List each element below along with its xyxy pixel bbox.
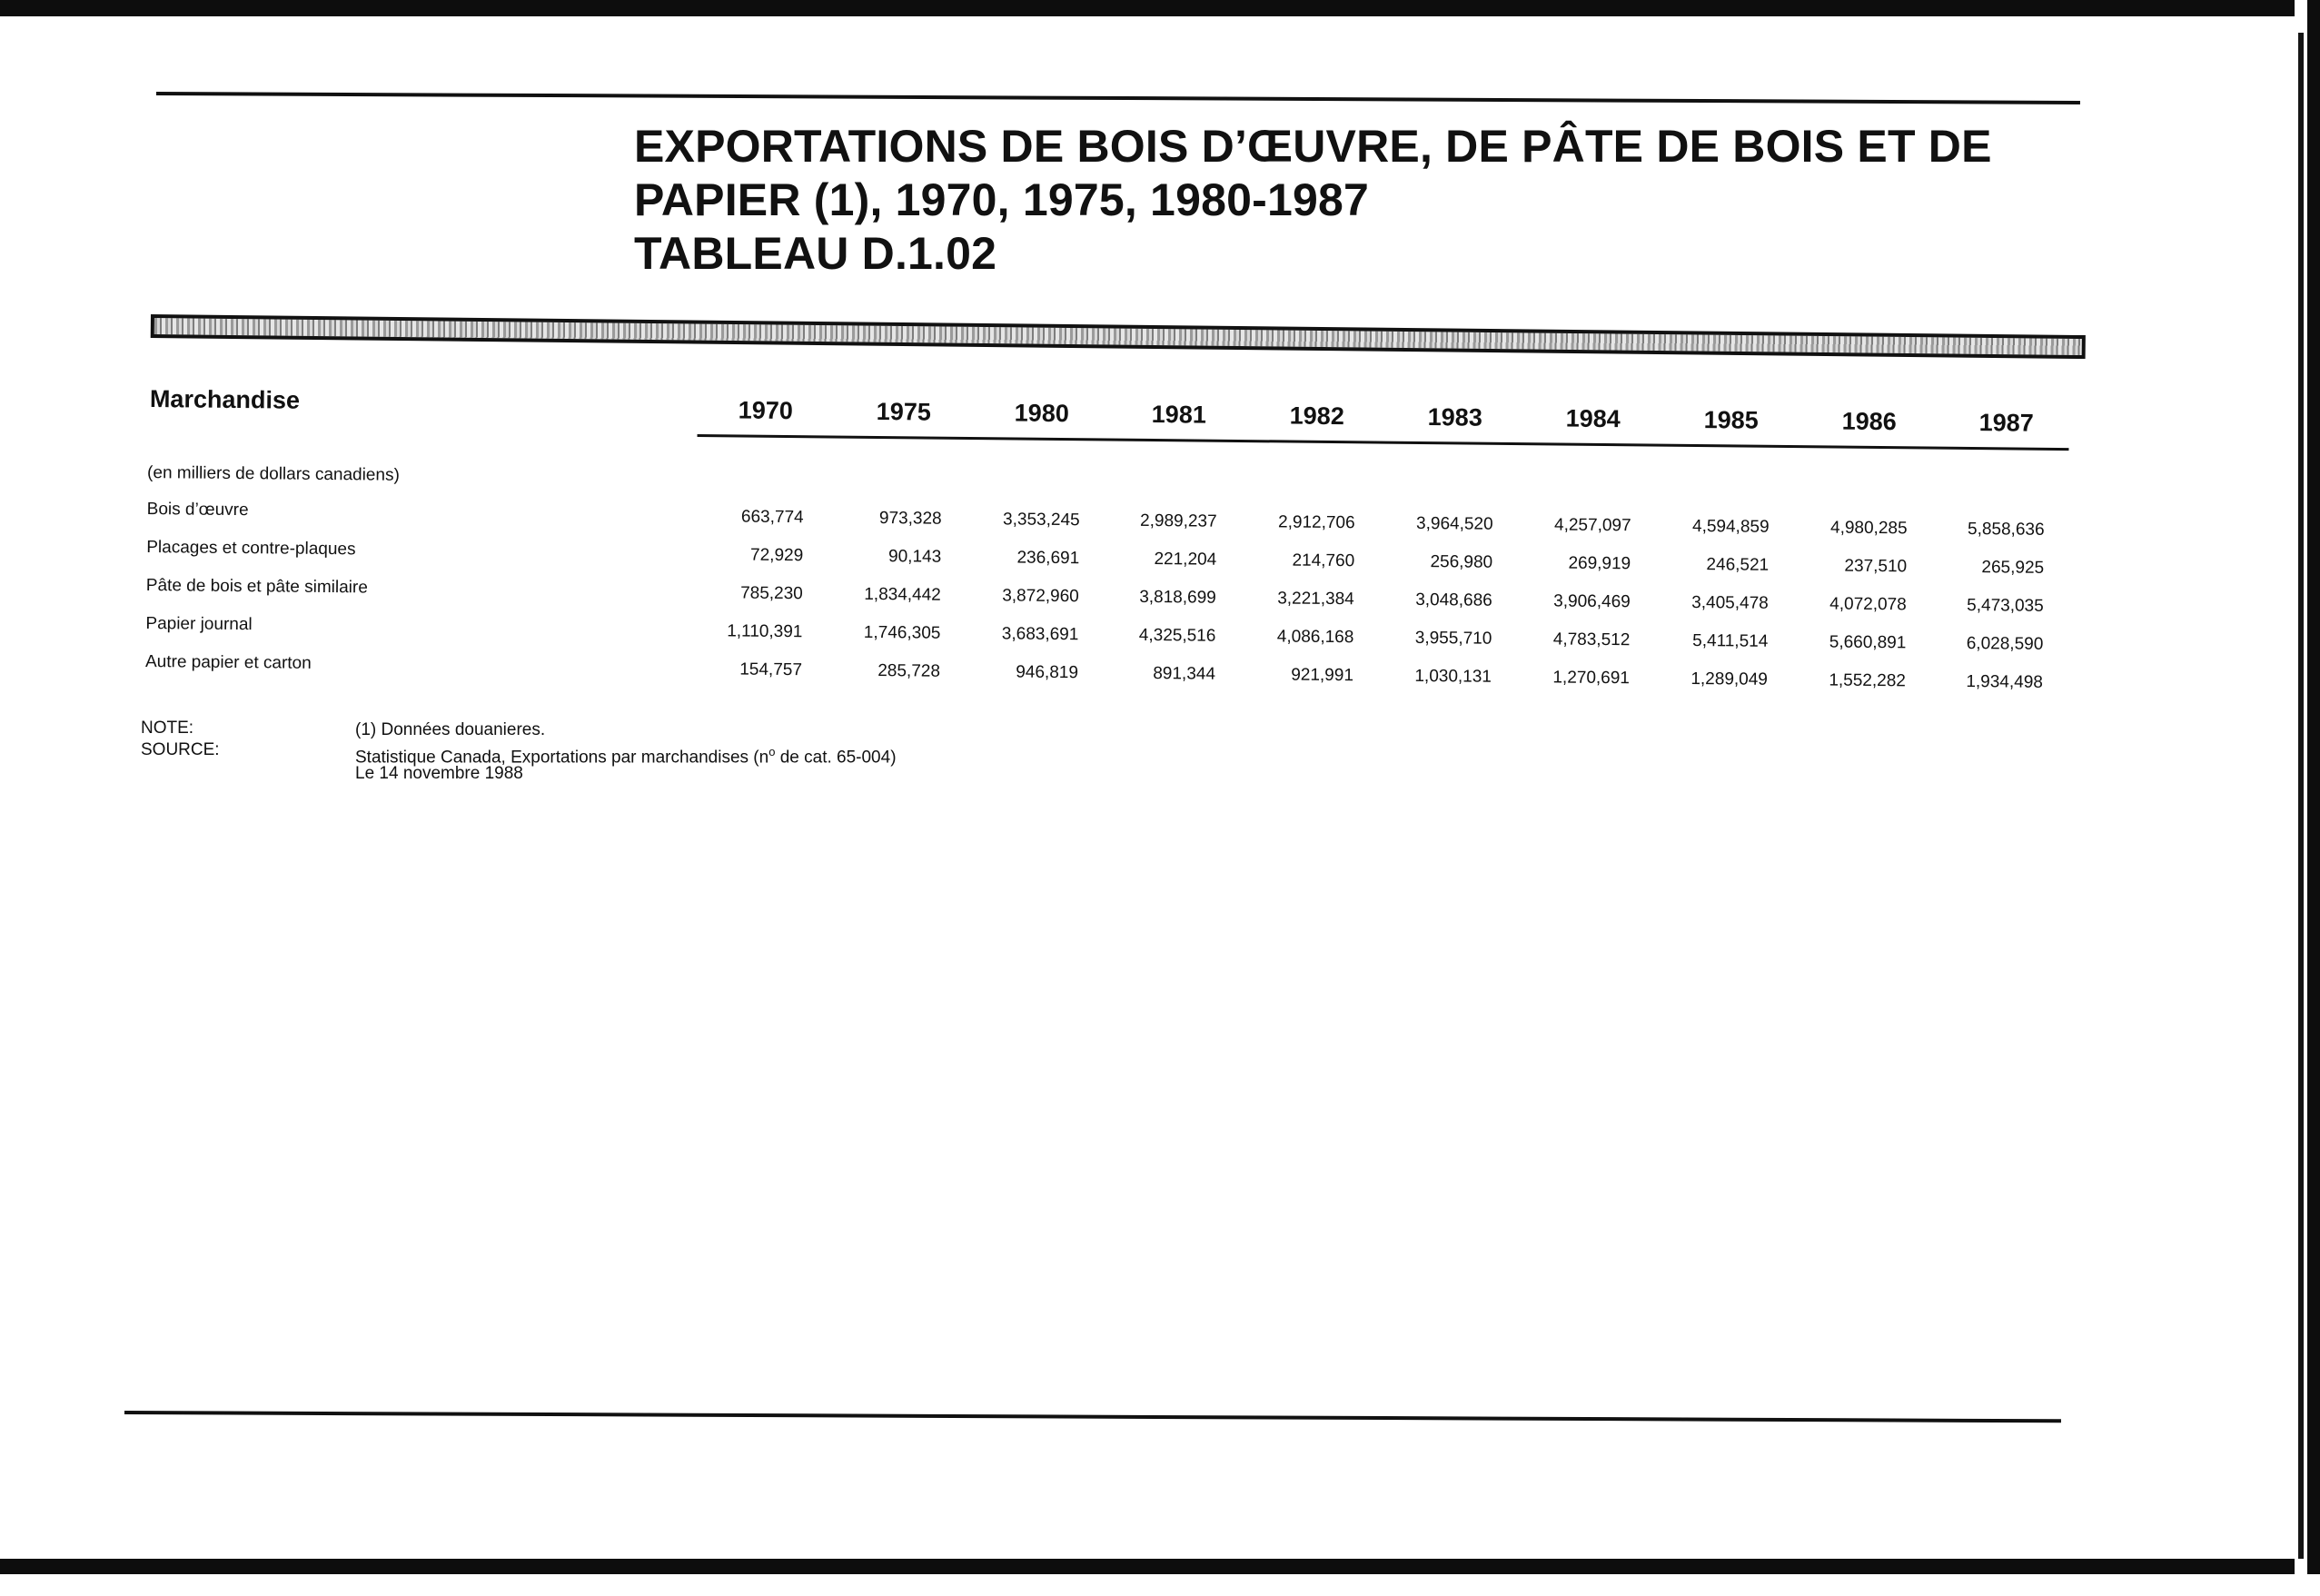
title-line-2: PAPIER (1), 1970, 1975, 1980-1987 — [634, 174, 1369, 225]
table-cell: 1,270,691 — [1552, 668, 1631, 689]
table-cell: 4,594,859 — [1691, 516, 1770, 537]
table-cell: 4,783,512 — [1552, 629, 1631, 650]
year-header: 1980 — [1014, 399, 1069, 428]
table-cell: 3,353,245 — [1002, 510, 1080, 530]
year-header: 1987 — [1978, 409, 2034, 437]
year-header: 1984 — [1565, 404, 1621, 433]
table-cell: 3,818,699 — [1139, 587, 1216, 608]
table-cell: 1,030,131 — [1414, 666, 1492, 687]
table-cell: 2,989,237 — [1139, 511, 1217, 531]
merchandise-header: Marchandise — [149, 385, 301, 414]
table-cell: 5,858,636 — [1967, 519, 2045, 540]
row-label: Bois d’œuvre — [146, 500, 249, 520]
table-cell: 5,660,891 — [1829, 632, 1907, 653]
table-cell: 946,819 — [1016, 662, 1079, 683]
table-cell: 3,906,469 — [1553, 591, 1631, 612]
source-text-b: de cat. 65-004) — [775, 748, 897, 768]
table-cell: 3,872,960 — [1002, 586, 1079, 607]
table-cell: 265,925 — [1981, 558, 2045, 578]
year-header: 1983 — [1427, 403, 1482, 431]
year-header: 1982 — [1289, 401, 1344, 431]
note-text: (1) Données douanieres. — [355, 720, 546, 739]
note-label: NOTE: — [141, 719, 194, 738]
table-cell: 1,834,442 — [864, 584, 941, 605]
table-cell: 236,691 — [1016, 548, 1080, 569]
table-cell: 221,204 — [1154, 550, 1217, 570]
table-cell: 3,405,478 — [1691, 592, 1769, 613]
year-header: 1981 — [1151, 401, 1206, 429]
table-cell: 5,411,514 — [1692, 630, 1769, 651]
title-line-1: EXPORTATIONS DE BOIS D’ŒUVRE, DE PÂTE DE BOIS ET DE — [634, 121, 1992, 172]
table-cell: 1,552,282 — [1829, 670, 1907, 691]
year-header: 1986 — [1841, 407, 1897, 436]
table-cell: 921,991 — [1291, 665, 1354, 686]
year-header: 1985 — [1703, 406, 1759, 434]
year-header: 1975 — [876, 398, 931, 426]
table-cell: 269,919 — [1568, 553, 1631, 574]
table-cell: 6,028,590 — [1966, 633, 2044, 654]
table-cell: 3,048,686 — [1415, 590, 1492, 610]
table-cell: 4,325,516 — [1138, 625, 1216, 646]
table-cell: 3,964,520 — [1415, 513, 1493, 534]
table-cell: 4,086,168 — [1276, 627, 1354, 648]
table-cell: 3,955,710 — [1414, 628, 1492, 649]
table-cell: 4,257,097 — [1553, 515, 1631, 536]
header-rule — [698, 434, 2069, 451]
table-cell: 973,328 — [878, 509, 942, 529]
row-label: Papier journal — [145, 614, 253, 635]
table-cell: 214,760 — [1292, 550, 1355, 571]
row-label: Pâte de bois et pâte similaire — [145, 576, 368, 598]
table-cell: 72,929 — [750, 545, 804, 566]
year-header: 1970 — [738, 396, 793, 425]
units-label: (en milliers de dollars canadiens) — [146, 463, 400, 485]
table-cell: 3,683,691 — [1001, 624, 1079, 645]
table-cell: 1,746,305 — [863, 622, 941, 643]
table-cell: 663,774 — [740, 507, 804, 528]
table-cell: 5,473,035 — [1967, 595, 2044, 616]
table-cell: 4,980,285 — [1829, 518, 1908, 539]
table-cell: 285,728 — [877, 661, 941, 681]
table-cell: 1,289,049 — [1690, 669, 1769, 689]
table-cell: 2,912,706 — [1277, 512, 1355, 533]
table-cell: 3,221,384 — [1277, 589, 1354, 610]
table-cell: 154,757 — [739, 659, 803, 680]
table-cell: 1,934,498 — [1966, 671, 2044, 692]
table-cell: 4,072,078 — [1829, 594, 1907, 615]
table-cell: 891,344 — [1153, 664, 1216, 684]
source-text-a: Statistique Canada, Exportations par marchandises (n — [355, 748, 769, 768]
source-superscript: o — [768, 745, 776, 758]
source-label: SOURCE: — [141, 740, 220, 759]
table-cell: 785,230 — [740, 583, 803, 604]
table-cell: 237,510 — [1844, 556, 1908, 577]
source-date: Le 14 novembre 1988 — [355, 764, 523, 783]
row-label: Autre papier et carton — [144, 652, 312, 673]
table-cell: 90,143 — [887, 547, 942, 567]
table-cell: 246,521 — [1706, 555, 1770, 575]
table-cell: 1,110,391 — [727, 621, 803, 642]
row-label: Placages et contre-plaques — [146, 538, 356, 560]
title-line-3: TABLEAU D.1.02 — [634, 228, 997, 279]
table-cell: 256,980 — [1430, 552, 1493, 572]
